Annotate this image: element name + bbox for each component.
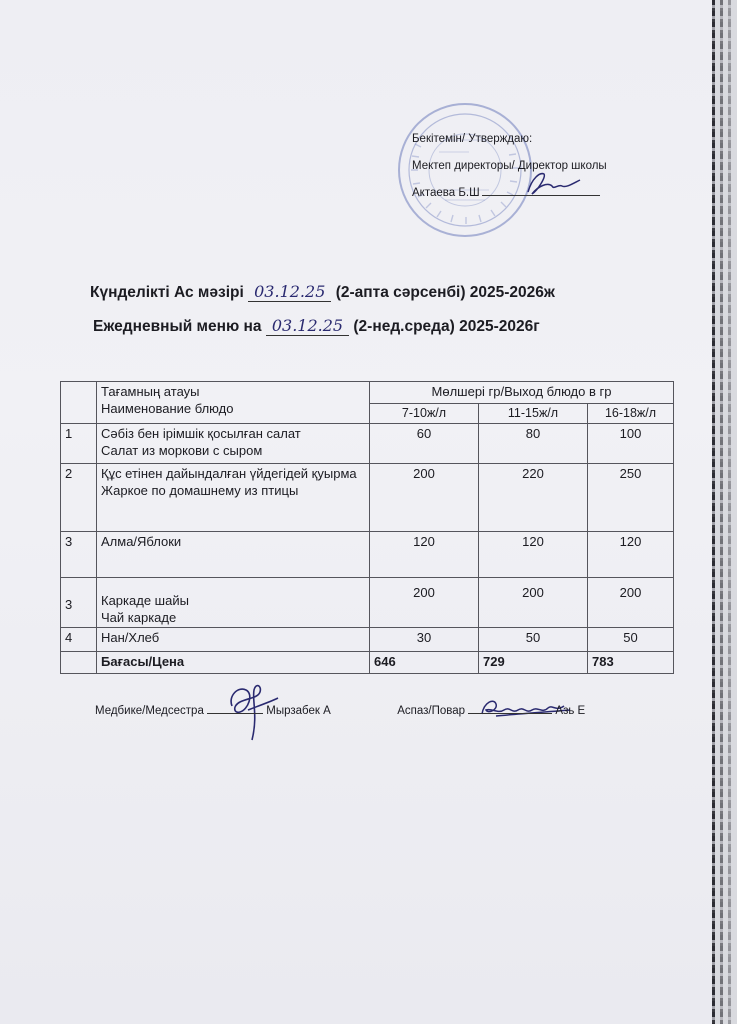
row-qty-11-15: 200 — [479, 578, 588, 628]
row-qty-7-10: 200 — [370, 578, 479, 628]
nurse-signature-line — [207, 713, 263, 714]
row-qty-11-15: 80 — [479, 424, 588, 464]
row-num: 4 — [61, 628, 97, 652]
title-ru — [93, 316, 540, 336]
row-num: 2 — [61, 464, 97, 532]
header-num-cell — [61, 382, 97, 424]
nurse-label: Медбике/Медсестра — [95, 705, 204, 717]
row-qty-7-10: 60 — [370, 424, 479, 464]
nurse-name: Мырзабек А — [266, 705, 331, 717]
approval-position: Мектеп директоры/ Директор школы — [412, 160, 607, 172]
row-name — [97, 532, 370, 578]
age-group-3: 16-18ж/л — [588, 404, 674, 424]
stacked-pages-edge — [728, 0, 731, 1024]
table-row — [61, 628, 674, 652]
row-name — [97, 424, 370, 464]
title-ru-date: 03.12.25 — [266, 316, 349, 336]
row-qty-7-10: 120 — [370, 532, 479, 578]
row-name-kz: Каркаде шайы — [101, 593, 189, 608]
row-qty-16-18: 50 — [588, 628, 674, 652]
header-yield: Мөлшері гр/Выход блюдо в гр — [370, 382, 674, 404]
cook-label: Аспаз/Повар — [397, 705, 466, 717]
row-qty-7-10: 200 — [370, 464, 479, 532]
row-name-ru: Салат из моркови с сыром — [101, 443, 263, 458]
row-qty-11-15: 120 — [479, 532, 588, 578]
cook-signature-line — [468, 713, 552, 714]
row-qty-16-18: 120 — [588, 532, 674, 578]
menu-table — [60, 381, 674, 674]
row-qty-16-18: 200 — [588, 578, 674, 628]
total-row — [61, 652, 674, 674]
row-name-ru: Чай каркаде — [101, 610, 177, 625]
header-name-ru: Наименование блюдо — [101, 401, 234, 416]
title-ru-prefix: Ежедневный меню на — [93, 318, 262, 335]
age-group-2: 11-15ж/л — [479, 404, 588, 424]
total-16-18: 783 — [588, 652, 674, 674]
table-row — [61, 464, 674, 532]
row-num: 3 — [61, 532, 97, 578]
row-name — [97, 578, 370, 628]
title-kz — [90, 282, 555, 302]
title-kz-date: 03.12.25 — [248, 282, 331, 302]
signatures-footer — [95, 705, 585, 717]
stacked-pages-edge — [720, 0, 723, 1024]
row-name-kz: Құс етінен дайындалған үйдегідей қуырма — [101, 466, 357, 481]
age-group-1: 7-10ж/л — [370, 404, 479, 424]
row-qty-16-18: 100 — [588, 424, 674, 464]
row-name-kz: Нан/Хлеб — [101, 630, 160, 645]
row-num: 1 — [61, 424, 97, 464]
row-name — [97, 628, 370, 652]
approval-heading: Бекітемін/ Утверждаю: — [412, 133, 533, 145]
row-qty-16-18: 250 — [588, 464, 674, 532]
row-name-ru: Жаркое по домашнему из птицы — [101, 483, 299, 498]
table-row — [61, 532, 674, 578]
header-name-kz: Тағамның атауы — [101, 384, 200, 399]
row-qty-11-15: 50 — [479, 628, 588, 652]
row-name-kz: Алма/Яблоки — [101, 534, 182, 549]
header-name-cell — [97, 382, 370, 424]
title-kz-suffix: (2-апта сәрсенбі) 2025-2026ж — [335, 284, 555, 301]
total-11-15: 729 — [479, 652, 588, 674]
row-name-kz: Сәбіз бен ірімшік қосылған салат — [101, 426, 301, 441]
director-signature — [518, 168, 588, 200]
stacked-pages-edge — [712, 0, 715, 1024]
row-qty-11-15: 220 — [479, 464, 588, 532]
row-num: 3 — [61, 578, 97, 628]
title-kz-prefix: Күнделікті Ас мәзірі — [90, 284, 244, 301]
cook-name: Азь Е — [555, 705, 586, 717]
table-header-row — [61, 382, 674, 404]
director-name: Актаева Б.Ш — [412, 187, 480, 199]
row-name — [97, 464, 370, 532]
total-num-cell — [61, 652, 97, 674]
table-row — [61, 424, 674, 464]
title-ru-suffix: (2-нед.среда) 2025-2026г — [353, 318, 540, 335]
total-7-10: 646 — [370, 652, 479, 674]
total-label: Бағасы/Цена — [97, 652, 370, 674]
table-row — [61, 578, 674, 628]
row-qty-7-10: 30 — [370, 628, 479, 652]
